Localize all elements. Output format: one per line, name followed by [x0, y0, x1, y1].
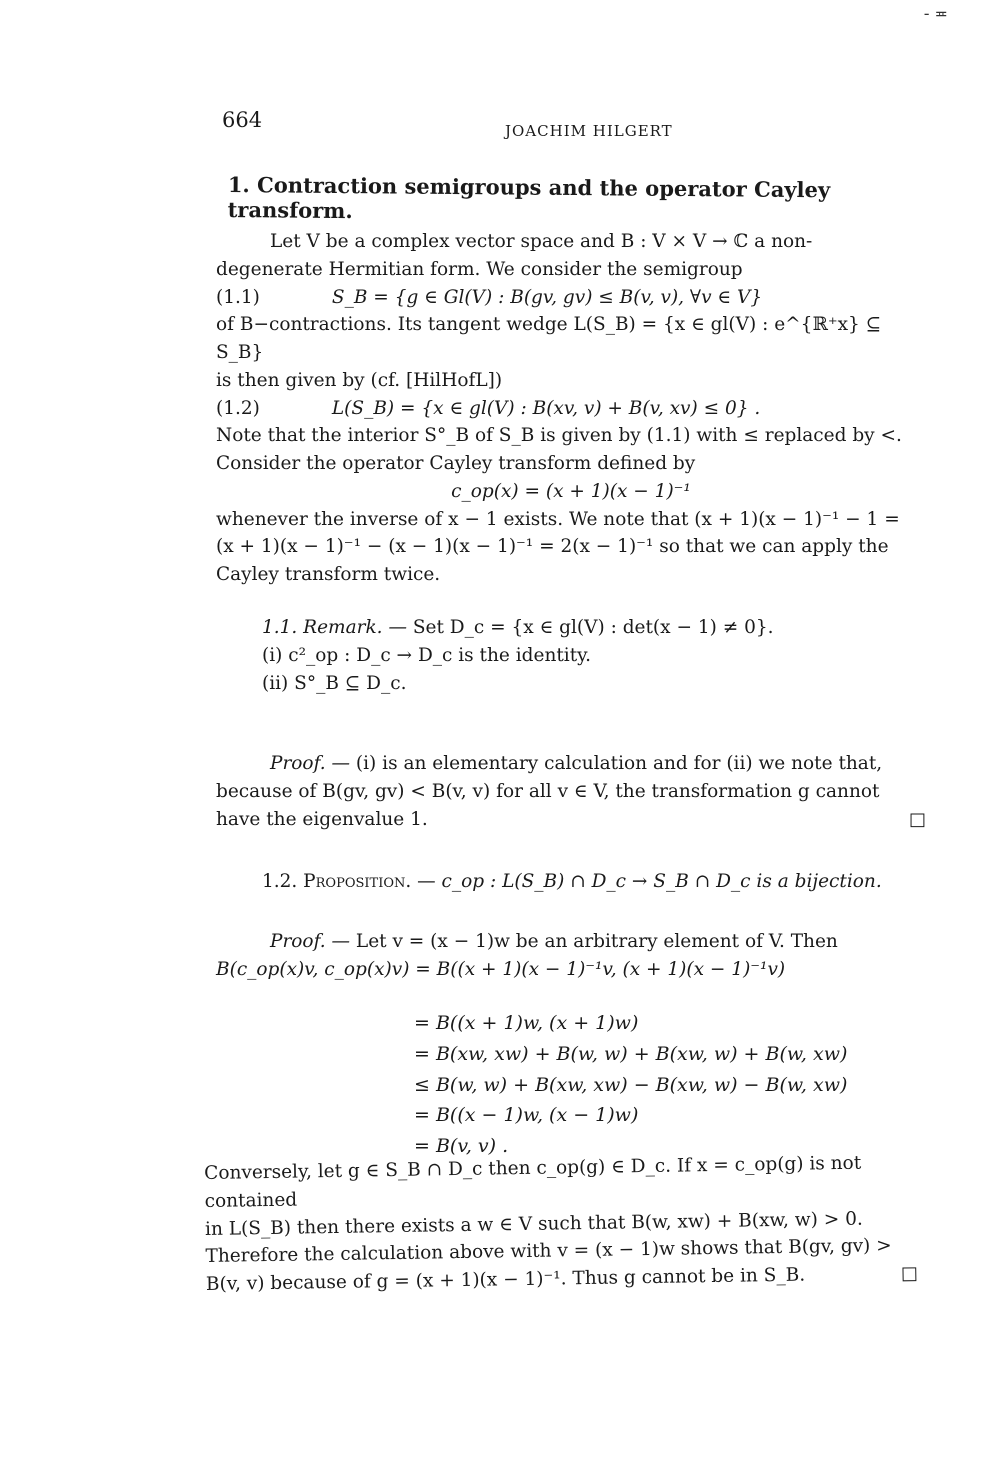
calc-line: ≤ B(w, w) + B(xw, xw) − B(xw, w) − B(w, xw): [414, 1073, 848, 1096]
converse-block: [204, 1149, 918, 1299]
proof-text: Let v = (x − 1)w be an arbitrary element of V. Then: [355, 931, 838, 952]
proof-1-block: [216, 750, 926, 833]
remark-item: (ii) S°_B ⊆ D_c.: [262, 672, 407, 694]
page-header: [222, 108, 922, 148]
calc-line: = B((x + 1)w, (x + 1)w): [414, 1012, 639, 1034]
calculation-block: [414, 1008, 847, 1162]
intro-line: Note that the interior S°_B of S_B is given by (1.1) with ≤ replaced by <.: [216, 425, 902, 447]
remark-item: (i) c²_op : D_c → D_c is the identity.: [262, 644, 592, 666]
page-number: 664: [222, 108, 263, 132]
section-title: 1. Contraction semigroups and the operator Cayley transform.: [227, 172, 831, 224]
proof-line: because of B(gv, gv) < B(v, v) for all v ∈ V, the transformation g cannot: [216, 780, 880, 802]
proof-text: have the eigenvalue 1.: [216, 808, 428, 830]
proof-line: [216, 806, 926, 834]
calc-line: = B((x − 1)w, (x − 1)w): [414, 1104, 639, 1127]
remark-heading-line: [262, 614, 902, 642]
proof-2-block: [216, 928, 926, 984]
remark-heading: 1.1. Remark. —: [262, 617, 407, 638]
proposition-heading: 1.2. Proposition. —: [262, 871, 436, 892]
equation-cayley: c_op(x) = (x + 1)(x − 1)⁻¹: [451, 480, 691, 502]
proposition-statement: c_op : L(S_B) ∩ D_c → S_B ∩ D_c is a bijection.: [441, 871, 882, 892]
proof-text: (i) is an elementary calculation and for (ii) we note that,: [355, 753, 883, 774]
proof-line: [216, 928, 926, 956]
qed-box: □: [908, 808, 926, 830]
converse-text: B(v, v) because of g = (x + 1)(x − 1)⁻¹. Thus g cannot be in S_B.: [205, 1264, 806, 1295]
remark-statement: Set D_c = {x ∈ gl(V) : det(x − 1) ≠ 0}.: [412, 617, 774, 638]
intro-line: whenever the inverse of x − 1 exists. We note that (x + 1)(x − 1)⁻¹ − 1 =: [216, 508, 900, 530]
converse-line: Therefore the calculation above with v = (x − 1)w shows that B(gv, gv) >: [205, 1235, 892, 1268]
intro-line: (x + 1)(x − 1)⁻¹ − (x − 1)(x − 1)⁻¹ = 2(x − 1)⁻¹ so that we can apply the: [216, 536, 889, 558]
qed-box: □: [900, 1262, 919, 1285]
proof-label: Proof. —: [270, 753, 351, 774]
converse-line: Conversely, let g ∈ S_B ∩ D_c then c_op(g) ∈ D_c. If x = c_op(g) is not contained: [204, 1152, 862, 1212]
intro-line: Consider the operator Cayley transform defined by: [216, 453, 696, 474]
corner-mark: - ≖: [923, 4, 948, 23]
calc-first-line: B(c_op(x)v, c_op(x)v) = B((x + 1)(x − 1)⁻¹v, (x + 1)(x − 1)⁻¹v): [216, 958, 786, 980]
equation-body: S_B = {g ∈ Gl(V) : B(gv, gv) ≤ B(v, v), ∀v ∈ V}: [331, 286, 763, 308]
equation-1-1: [216, 284, 926, 312]
equation-1-2: [216, 395, 926, 423]
intro-line: degenerate Hermitian form. We consider the semigroup: [216, 258, 743, 280]
remark-block: [262, 614, 902, 697]
intro-line: Cayley transform twice.: [216, 564, 441, 585]
intro-line: is then given by (cf. [HilHofL]): [216, 369, 503, 391]
equation-body: L(S_B) = {x ∈ gl(V) : B(xv, v) + B(v, xv) ≤ 0} .: [331, 397, 761, 419]
equation-label: (1.2): [216, 397, 260, 419]
proposition-block: [262, 868, 912, 896]
equation-label: (1.1): [216, 286, 260, 308]
converse-line: in L(S_B) then there exists a w ∈ V such that B(w, xw) + B(xw, w) > 0.: [204, 1208, 863, 1240]
running-head: JOACHIM HILGERT: [505, 122, 673, 140]
intro-line: Let V be a complex vector space and B : V × V → ℂ a non-: [270, 231, 813, 252]
intro-line: of B−contractions. Its tangent wedge L(S_B) = {x ∈ gl(V) : e^{ℝ⁺x} ⊆ S_B}: [216, 314, 882, 363]
intro-block: [216, 228, 926, 589]
proof-label: Proof. —: [270, 931, 351, 952]
calc-line: = B(v, v) .: [414, 1135, 509, 1158]
calc-line: = B(xw, xw) + B(w, w) + B(xw, w) + B(w, xw): [414, 1042, 848, 1065]
proof-line: [216, 750, 926, 778]
